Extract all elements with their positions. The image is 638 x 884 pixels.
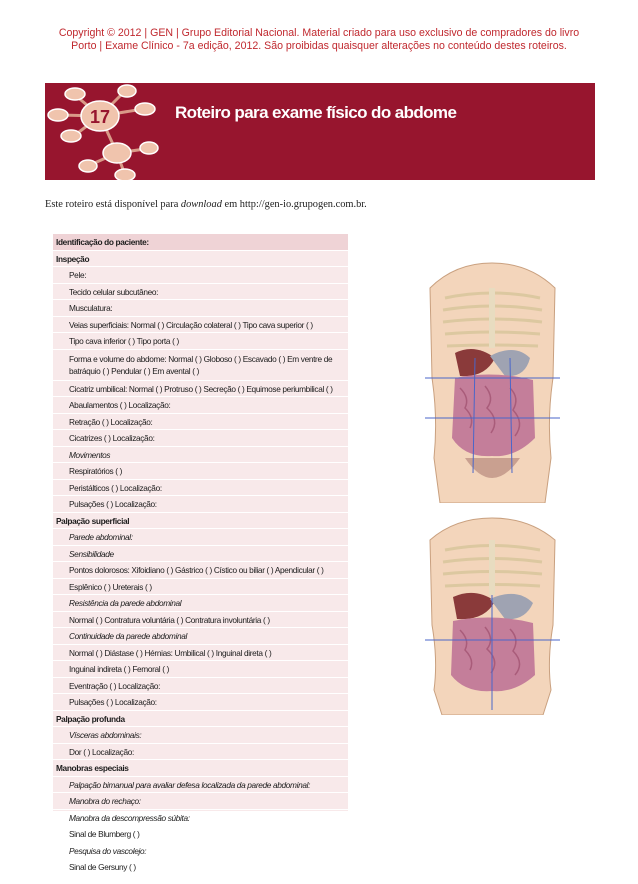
form-field: Eventração ( ) Localização: bbox=[53, 678, 348, 695]
form-field: Inguinal indireta ( ) Femoral ( ) bbox=[53, 661, 348, 678]
form-field: Palpação bimanual para avaliar defesa localizada da parede abdominal: bbox=[53, 777, 348, 794]
page-title: Roteiro para exame físico do abdome bbox=[175, 103, 457, 122]
copyright-line-1: Copyright © 2012 | GEN | Grupo Editorial Nacional. Material criado para uso exclusivo de compradores do livro bbox=[58, 27, 580, 39]
form-field: Pele: bbox=[53, 267, 348, 284]
form-field: Tecido celular subcutâneo: bbox=[53, 284, 348, 301]
intro-suffix: em http://gen-io.grupogen.com.br. bbox=[221, 199, 367, 210]
form-section-heading: Palpação superficial bbox=[53, 513, 348, 530]
form-field: Abaulamentos ( ) Localização: bbox=[53, 397, 348, 414]
form-field: Musculatura: bbox=[53, 300, 348, 317]
form-field: Tipo cava inferior ( ) Tipo porta ( ) bbox=[53, 333, 348, 350]
form-field: Retração ( ) Localização: bbox=[53, 414, 348, 431]
form-field: Parede abdominal: bbox=[53, 529, 348, 546]
abdomen-anatomy-figure-bottom bbox=[425, 515, 560, 715]
form-field: Pontos dolorosos: Xifoidiano ( ) Gástrico ( ) Cístico ou biliar ( ) Apendicular ( ) bbox=[53, 562, 348, 579]
form-section-heading: Palpação profunda bbox=[53, 711, 348, 728]
form-field: Manobra do rechaço: bbox=[53, 793, 348, 810]
form-field: Pulsações ( ) Localização: bbox=[53, 694, 348, 711]
form-field: Movimentos bbox=[53, 447, 348, 464]
form-field: Normal ( ) Diástase ( ) Hérnias: Umbilical ( ) Inguinal direta ( ) bbox=[53, 645, 348, 662]
form-field: Manobra da descompressão súbita: bbox=[53, 810, 348, 827]
form-field: Sensibilidade bbox=[53, 546, 348, 563]
chapter-network-icon bbox=[45, 83, 165, 180]
exam-form bbox=[53, 234, 348, 872]
form-field: Sinal de Gersuny ( ) bbox=[53, 859, 348, 876]
form-field: Pesquisa do vascolejo: bbox=[53, 843, 348, 860]
form-section-heading: Identificação do paciente: bbox=[53, 234, 348, 251]
form-field: Resistência da parede abdominal bbox=[53, 595, 348, 612]
copyright-notice bbox=[0, 27, 638, 53]
intro-prefix: Este roteiro está disponível para bbox=[45, 199, 181, 210]
abdomen-anatomy-figure-top bbox=[425, 258, 560, 503]
form-field: Continuidade da parede abdominal bbox=[53, 628, 348, 645]
form-field: Respiratórios ( ) bbox=[53, 463, 348, 480]
chapter-number: 17 bbox=[89, 107, 111, 127]
intro-emphasis: download bbox=[180, 199, 222, 210]
copyright-line-2: Porto | Exame Clínico - 7a edição, 2012. São proibidas quaisquer alterações no conteúdo destes roteiros. bbox=[71, 40, 567, 52]
chapter-banner bbox=[45, 83, 595, 180]
form-field: Cicatrizes ( ) Localização: bbox=[53, 430, 348, 447]
form-field: Forma e volume do abdome: Normal ( ) Globoso ( ) Escavado ( ) Em ventre de batráquio ( ) Pendular ( ) Em avental ( ) bbox=[53, 350, 348, 381]
form-field: Sinal de Blumberg ( ) bbox=[53, 826, 348, 843]
form-field: Vísceras abdominais: bbox=[53, 727, 348, 744]
form-field: Esplênico ( ) Ureterais ( ) bbox=[53, 579, 348, 596]
intro-text bbox=[45, 199, 367, 210]
form-section-heading: Inspeção bbox=[53, 251, 348, 268]
form-field: Peristálticos ( ) Localização: bbox=[53, 480, 348, 497]
form-field: Normal ( ) Contratura voluntária ( ) Contratura involuntária ( ) bbox=[53, 612, 348, 629]
form-section-heading: Manobras especiais bbox=[53, 760, 348, 777]
form-field: Dor ( ) Localização: bbox=[53, 744, 348, 761]
form-field: Veias superficiais: Normal ( ) Circulação colateral ( ) Tipo cava superior ( ) bbox=[53, 317, 348, 334]
form-field: Cicatriz umbilical: Normal ( ) Protruso ( ) Secreção ( ) Equimose periumbilical ( ) bbox=[53, 381, 348, 398]
form-field: Pulsações ( ) Localização: bbox=[53, 496, 348, 513]
